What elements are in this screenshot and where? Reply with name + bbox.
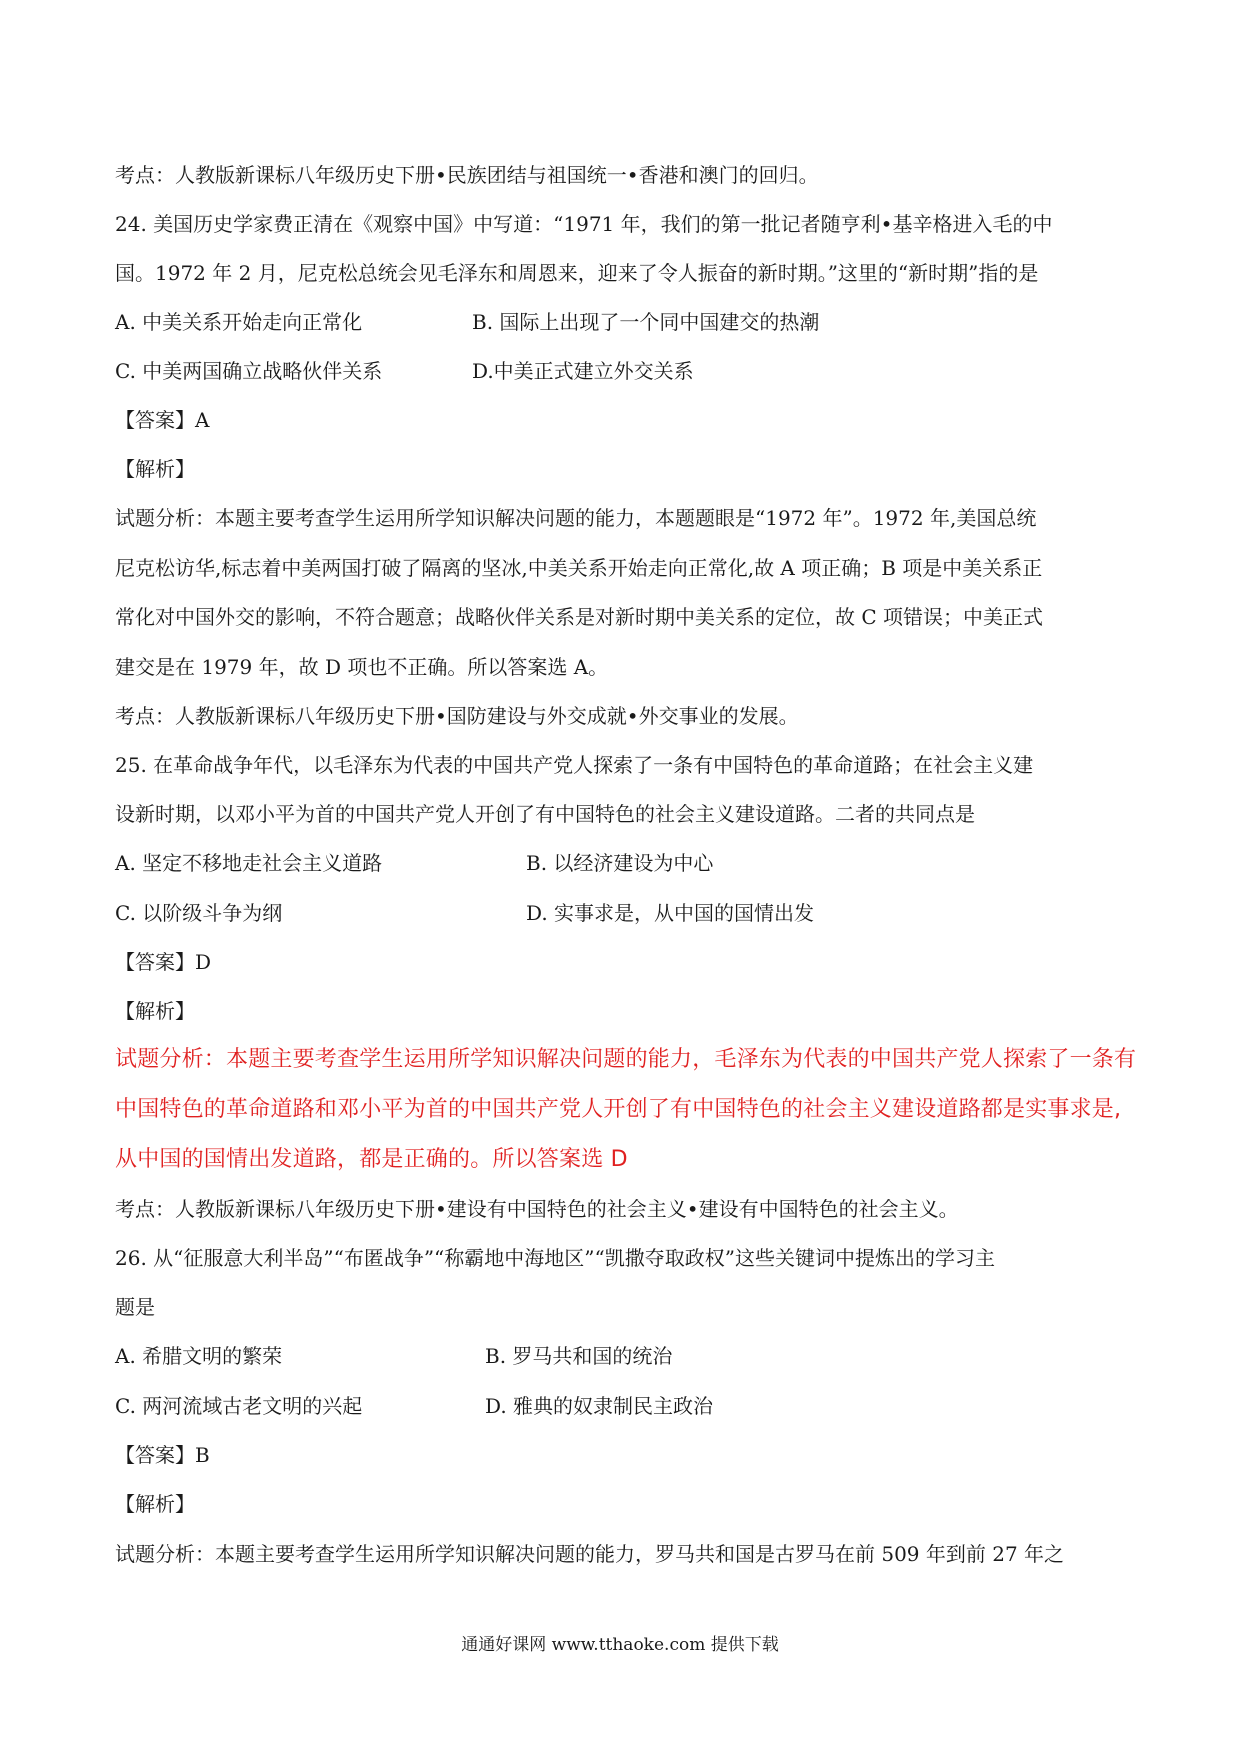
- analysis-heading-24: 【解析】: [115, 457, 195, 481]
- analysis-25-line-3: 从中国的国情出发道路，都是正确的。所以答案选 D: [115, 1147, 628, 1172]
- answer-24: 【答案】A: [115, 408, 210, 432]
- q26-option-d: D. 雅典的奴隶制民主政治: [485, 1394, 714, 1418]
- question-24-line-1: 24. 美国历史学家费正清在《观察中国》中写道：“1971 年，我们的第一批记者随亨利•基辛格进入毛的中: [115, 212, 1053, 236]
- kaodian-23: 考点：人教版新课标八年级历史下册•民族团结与祖国统一•香港和澳门的回归。: [115, 163, 819, 187]
- analysis-24-line-2: 尼克松访华,标志着中美两国打破了隔离的坚冰,中美关系开始走向正常化,故 A 项正确；B 项是中美关系正: [115, 556, 1043, 580]
- q24-option-b: B. 国际上出现了一个同中国建交的热潮: [472, 310, 820, 334]
- analysis-25-line-1: 试题分析：本题主要考查学生运用所学知识解决问题的能力，毛泽东为代表的中国共产党人探索了一条有: [115, 1047, 1137, 1072]
- q26-option-b: B. 罗马共和国的统治: [485, 1344, 673, 1368]
- analysis-24-line-4: 建交是在 1979 年，故 D 项也不正确。所以答案选 A。: [115, 655, 609, 679]
- q24-option-a: A. 中美关系开始走向正常化: [115, 310, 363, 334]
- q25-option-c: C. 以阶级斗争为纲: [115, 901, 283, 925]
- q25-option-d: D. 实事求是，从中国的国情出发: [526, 901, 815, 925]
- answer-26: 【答案】B: [115, 1443, 210, 1467]
- question-25-line-2: 设新时期，以邓小平为首的中国共产党人开创了有中国特色的社会主义建设道路。二者的共同点是: [115, 802, 975, 826]
- q24-option-d: D.中美正式建立外交关系: [472, 359, 694, 383]
- q26-option-c: C. 两河流域古老文明的兴起: [115, 1394, 363, 1418]
- q25-option-b: B. 以经济建设为中心: [526, 851, 714, 875]
- kaodian-24: 考点：人教版新课标八年级历史下册•国防建设与外交成就•外交事业的发展。: [115, 704, 799, 728]
- answer-25: 【答案】D: [115, 950, 212, 974]
- question-25-line-1: 25. 在革命战争年代，以毛泽东为代表的中国共产党人探索了一条有中国特色的革命道路；在社会主义建: [115, 753, 1034, 777]
- page-footer: 通通好课网 www.tthaoke.com 提供下载: [461, 1635, 779, 1655]
- analysis-24-line-1: 试题分析：本题主要考查学生运用所学知识解决问题的能力，本题题眼是“1972 年”。1972 年,美国总统: [115, 506, 1037, 530]
- analysis-heading-26: 【解析】: [115, 1492, 195, 1516]
- kaodian-25: 考点：人教版新课标八年级历史下册•建设有中国特色的社会主义•建设有中国特色的社会主义。: [115, 1197, 959, 1221]
- analysis-heading-25: 【解析】: [115, 999, 195, 1023]
- analysis-25-line-2: 中国特色的革命道路和邓小平为首的中国共产党人开创了有中国特色的社会主义建设道路都是实事求是,: [115, 1097, 1122, 1122]
- question-24-line-2: 国。1972 年 2 月，尼克松总统会见毛泽东和周恩来，迎来了令人振奋的新时期。”这里的“新时期”指的是: [115, 261, 1039, 285]
- q25-option-a: A. 坚定不移地走社会主义道路: [115, 851, 383, 875]
- q26-option-a: A. 希腊文明的繁荣: [115, 1344, 283, 1368]
- q24-option-c: C. 中美两国确立战略伙伴关系: [115, 359, 383, 383]
- question-26-line-1: 26. 从“征服意大利半岛”“布匿战争”“称霸地中海地区”“凯撒夺取政权”这些关键词中提炼出的学习主: [115, 1246, 995, 1270]
- analysis-24-line-3: 常化对中国外交的影响，不符合题意；战略伙伴关系是对新时期中美关系的定位，故 C 项错误；中美正式: [115, 605, 1044, 629]
- question-26-line-2: 题是: [115, 1295, 155, 1319]
- analysis-26-line-1: 试题分析：本题主要考查学生运用所学知识解决问题的能力，罗马共和国是古罗马在前 509 年到前 27 年之: [115, 1542, 1065, 1566]
